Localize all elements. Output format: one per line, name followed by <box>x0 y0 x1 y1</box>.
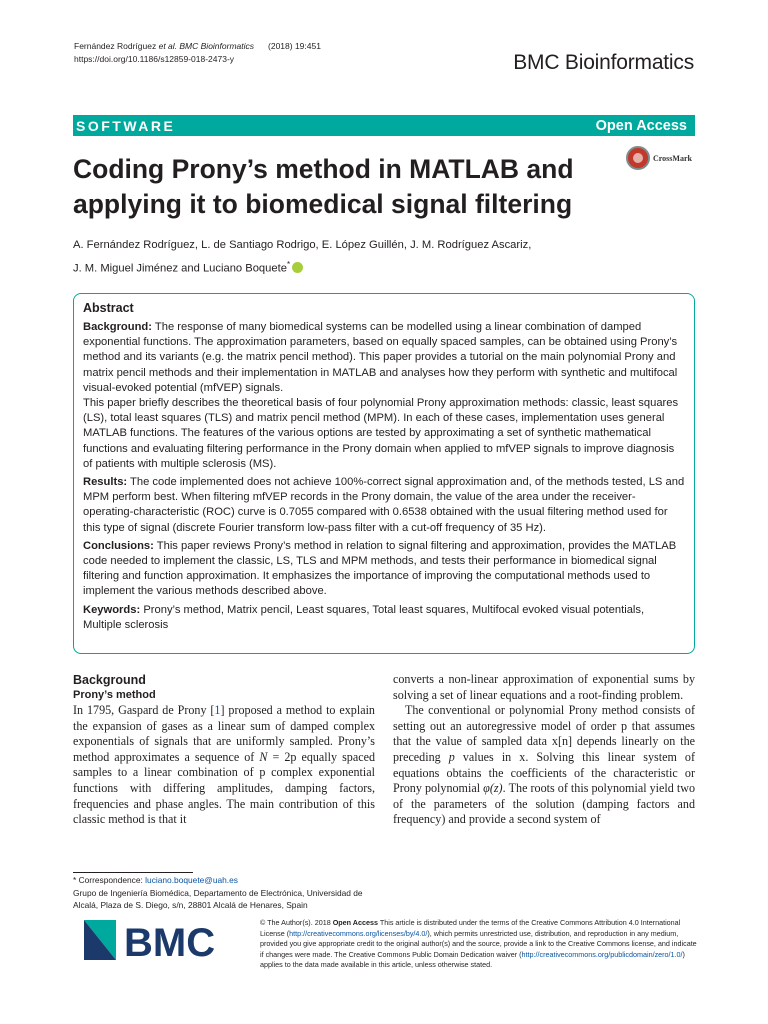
article-type: SOFTWARE <box>76 117 176 134</box>
text-run: © The Author(s). 2018 <box>260 918 333 927</box>
results-text: The code implemented does not achieve 100%-correct signal approximation and, of the methods tested, LS and MPM perform best. When filtering mfVEP records in the Prony domain, the value of the area under the receiver-operating-characteristic (ROC) curve is 0.7055 compared with 0.6538 obtained with the usual filtering method used for this type of signal (discrete Fourier transform low-pass filter with a cut-off frequency of 35 Hz). <box>83 476 685 534</box>
journal-title: BMC Bioinformatics <box>513 51 694 74</box>
text-run: ) applies to the data made available in this article, unless otherwise stated. <box>260 949 685 970</box>
body-paragraph <box>73 703 375 828</box>
bmc-logo <box>84 916 244 962</box>
logo-text: BMC <box>124 921 216 962</box>
reference-link[interactable]: 1 <box>214 703 221 717</box>
open-access-label: Open Access <box>595 117 687 134</box>
section-heading: Background <box>73 673 146 687</box>
abstract-conclusions <box>83 539 685 600</box>
paper-title: Coding Prony’s method in MATLAB and applying it to biomedical signal filtering <box>73 154 574 219</box>
footnote-divider <box>73 872 193 873</box>
background-text: The response of many biomedical systems can be modelled using a linear combination of damped exponential functions. The approximation parameters, based on equally spaced samples, can be obtained using Prony’s method and its variants (e.g. the matrix pencil method). This paper provides a tutorial on the main polynomial Prony and matrix pencil methods and their implementation in MATLAB and analyses how they perform with synthetic and multifocal visual-evoked potential (mfVEP) signals. <box>83 321 678 394</box>
text-run: This article is distributed under the terms of the Creative Commons Attribution 4.0 International License ( <box>260 918 681 938</box>
header-citation <box>74 40 321 66</box>
public-domain-url-link[interactable]: http://creativecommons.org/publicdomain/zero/1.0/ <box>521 949 683 959</box>
background-text-2: This paper briefly describes the theoretical basis of four polynomial Prony approximation methods: classic, least squares (LS), total least squares (TLS) and matrix pencil method (MPM). In each of these cases, implementation uses general MATLAB functions. The features of the various options are tested by approximating a set of synthetic mathematical functions and evaluating filtering performance in the Prony domain when applied to mfVEP signals to improve diagnosis of patients with multiple sclerosis (MS). <box>83 397 679 470</box>
license-statement <box>260 918 700 971</box>
abstract-background <box>83 320 685 472</box>
background-label: Background: <box>83 321 152 333</box>
text-run: equally spaced samples to a linear combination of p complex exponential functions with differing amplitudes, damping factors, frequencies and phase angles. The main contribution of this classic method is that it <box>73 749 375 827</box>
text-run: ), which permits unrestricted use, distribution, and reproduction in any medium, provided you give appropriate credit to the original author(s) and the source, provide a link to the Creative Commons license, and indicate if changes were made. The Creative Commons Public Domain Dedication waiver ( <box>260 928 697 959</box>
body-paragraph <box>393 703 695 828</box>
text-run: . The roots of this polynomial yield two of the parameters of the solution (damping factors and frequency) and provide a second system of <box>393 781 696 827</box>
citation-year: (2018) 19:451 <box>268 41 321 51</box>
equation-var: N <box>259 749 268 764</box>
article-type-bar <box>73 115 695 136</box>
subsection-heading: Prony’s method <box>73 689 156 701</box>
footnote <box>73 874 383 912</box>
abstract-heading: Abstract <box>83 301 134 315</box>
results-label: Results: <box>83 476 128 489</box>
abstract-box <box>73 293 695 654</box>
text-run: ] proposed a method to explain the expansion of gases as a linear sum of damped complex exponentials of signals that are uniformly sampled. Prony’s method approximates a sequence of <box>73 703 375 764</box>
equation-var: p <box>448 749 455 764</box>
conclusions-label: Conclusions: <box>83 539 154 552</box>
open-access-bold: Open Access <box>332 918 378 927</box>
crossmark-badge[interactable] <box>626 146 692 170</box>
body-column-left <box>73 672 375 828</box>
citation-authors: Fernández Rodríguez <box>74 41 157 51</box>
orcid-icon[interactable] <box>292 262 303 273</box>
text-run: In 1795, Gaspard de Prony [ <box>73 703 215 717</box>
text-run: The conventional or polynomial Prony method consists of setting out an autoregressive model of order p that assumes that the value of sampled data x[n] depends linearly on the preceding <box>393 703 695 764</box>
authors-line-2: J. M. Miguel Jiménez and Luciano Boquete <box>73 262 287 275</box>
correspondence-label: * Correspondence: <box>73 875 146 885</box>
crossmark-label: CrossMark <box>653 153 692 163</box>
license-url-link[interactable]: http://creativecommons.org/licenses/by/4.0/ <box>289 928 428 938</box>
body-paragraph: converts a non-linear approximation of exponential sums by solving a set of linear equations and a root-finding problem. <box>393 672 695 702</box>
equation-text: = 2p <box>267 749 297 764</box>
author-list <box>73 236 633 279</box>
text-run: values in x. Solving this linear system of equations obtains the coefficients of the characteristic or Prony polynomial <box>393 749 695 796</box>
corresponding-mark: * <box>286 260 291 269</box>
equation-var: φ(z) <box>483 781 503 796</box>
keywords-text: Prony’s method, Matrix pencil, Least squares, Total least squares, Multifocal evoked visual potentials, Multiple sclerosis <box>83 603 645 631</box>
authors-line-1: A. Fernández Rodríguez, L. de Santiago Rodrigo, E. López Guillén, J. M. Rodríguez Ascariz, <box>73 239 532 251</box>
abstract-keywords <box>83 603 685 633</box>
crossmark-icon <box>626 146 650 170</box>
abstract-results <box>83 475 685 536</box>
doi-link[interactable]: https://doi.org/10.1186/s12859-018-2473-y <box>74 54 235 64</box>
body-column-right <box>393 672 695 828</box>
citation-etal: et al. BMC Bioinformatics <box>158 41 255 51</box>
affiliation: Grupo de Ingeniería Biomédica, Departamento de Electrónica, Universidad de Alcalá, Plaza de S. Diego, s/n, 28801 Alcalá de Henares, Spain <box>73 887 363 910</box>
keywords-label: Keywords: <box>83 603 141 616</box>
email-link[interactable]: luciano.boquete@uah.es <box>145 875 238 885</box>
conclusions-text: This paper reviews Prony’s method in relation to signal filtering and approximation, provides the MATLAB code needed to implement the classic, LS, TLS and MPM methods, and tests their performance in biomedical signal filtering and function approximation. It emphasizes the importance of improving the computational methods used to implement the various methods described above. <box>83 539 677 598</box>
